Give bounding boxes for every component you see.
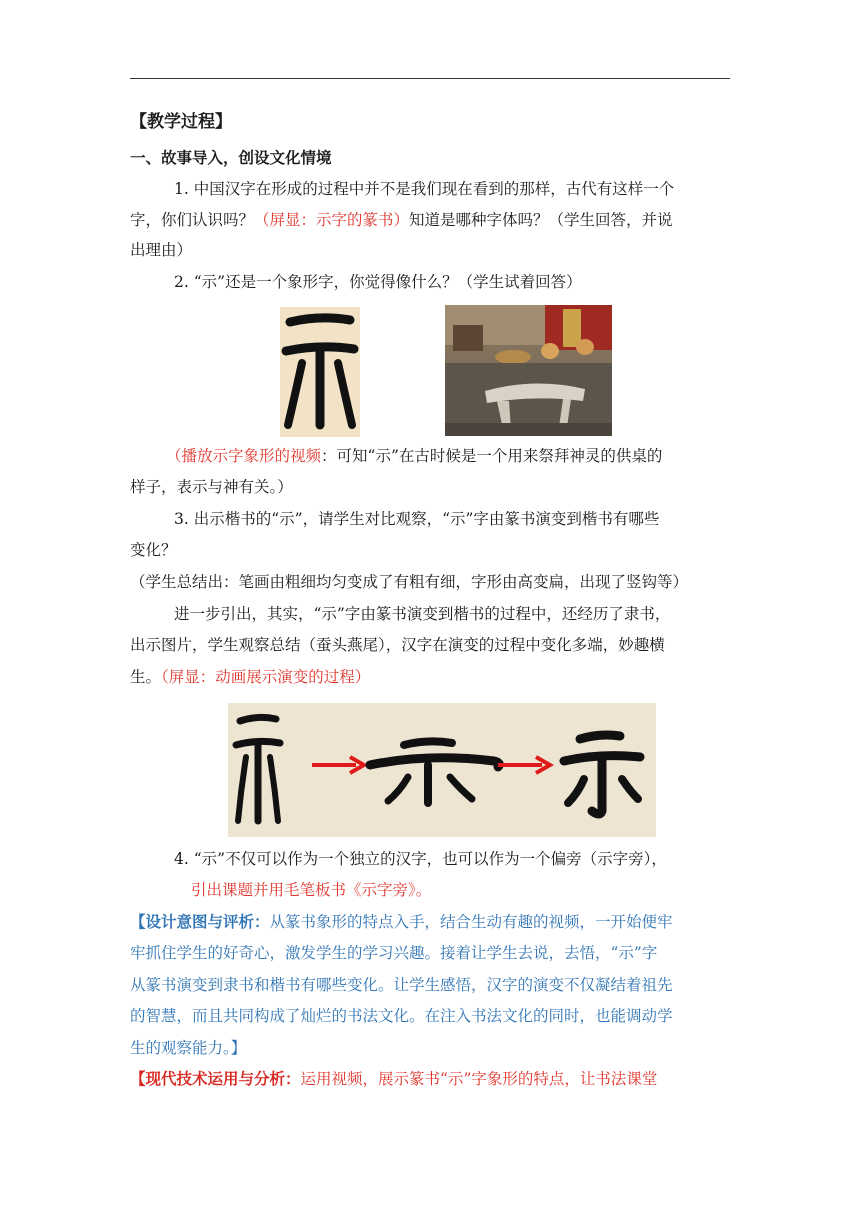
video-note: 播放示字象形的视频 bbox=[181, 447, 322, 465]
paragraph-further-line-3 bbox=[130, 667, 730, 687]
text: 从篆书象形的特点入手，结合生动有趣的视频，一开始便牢 bbox=[269, 913, 673, 931]
section-1-title: 一、故事导入，创设文化情境 bbox=[130, 149, 332, 167]
design-intent-line-5: 生的观察能力。】 bbox=[130, 1039, 247, 1057]
header-rule bbox=[130, 78, 730, 79]
paragraph-1-line-1: 1. 中国汉字在形成的过程中并不是我们现在看到的那样，古代有这样一个 bbox=[174, 180, 675, 198]
design-intent-line-2: 牢抓住学生的好奇心，激发学生的学习兴趣。接着让学生去说，去悟，“示”字 bbox=[130, 944, 658, 962]
text: 运用视频，展示篆书“示”字象形的特点，让书法课堂 bbox=[300, 1070, 658, 1088]
paragraph-further-line-2: 出示图片，学生观察总结（蚕头燕尾），汉字在演变的过程中变化多端，妙趣横 bbox=[130, 636, 665, 654]
student-summary: （学生总结出：笔画由粗细均匀变成了有粗有细，字形由高变扁，出现了竖钩等） bbox=[130, 573, 689, 591]
paragraph-2: 2. “示”还是一个象形字，你觉得像什么？（学生试着回答） bbox=[174, 273, 582, 291]
tech-analysis-line-1 bbox=[130, 1069, 730, 1089]
text: ：可知“示”在古时候是一个用来祭拜神灵的供桌的 bbox=[321, 447, 663, 465]
seal-script-image bbox=[280, 307, 360, 437]
paren: （ bbox=[166, 447, 182, 465]
tech-analysis-label: 【现代技术运用与分析： bbox=[130, 1070, 301, 1088]
paragraph-1-line-2 bbox=[130, 210, 730, 230]
paragraph-4-line-1: 4. “示”不仅可以作为一个独立的汉字，也可以作为一个偏旁（示字旁）， bbox=[174, 850, 667, 868]
paragraph-3-line-2: 变化？ bbox=[130, 541, 177, 559]
altar-table-photo bbox=[445, 305, 612, 436]
evolution-image bbox=[228, 703, 656, 837]
paragraph-video-line-2: 样子，表示与神有关。） bbox=[130, 478, 293, 496]
text: 知道是哪种字体吗？（学生回答，并说 bbox=[409, 211, 673, 229]
seal-glyph-icon bbox=[280, 307, 360, 437]
paragraph-3-line-1: 3. 出示楷书的“示”，请学生对比观察，“示”字由篆书演变到楷书有哪些 bbox=[174, 510, 660, 528]
screen-note: （屏显：示字的篆书） bbox=[254, 211, 410, 229]
paragraph-1-line-3: 出理由） bbox=[130, 241, 193, 259]
paragraph-video-line-1 bbox=[130, 446, 730, 466]
section-heading: 【教学过程】 bbox=[130, 112, 232, 132]
design-intent-line-4: 的智慧，而且共同构成了灿烂的书法文化。在注入书法文化的同时，也能调动学 bbox=[130, 1007, 673, 1025]
text: 字，你们认识吗？ bbox=[130, 211, 255, 229]
paragraph-4-line-2: 引出课题并用毛笔板书《示字旁》。 bbox=[191, 881, 432, 899]
design-intent-line-3: 从篆书演变到隶书和楷书有哪些变化。让学生感悟，汉字的演变不仅凝结着祖先 bbox=[130, 976, 673, 994]
paragraph-further-line-1: 进一步引出，其实，“示”字由篆书演变到楷书的过程中，还经历了隶书， bbox=[174, 605, 671, 623]
text: 生。 bbox=[130, 668, 162, 686]
design-intent-label: 【设计意图与评析： bbox=[130, 913, 270, 931]
design-intent-line-1 bbox=[130, 912, 730, 932]
screen-note: （屏显：动画展示演变的过程） bbox=[161, 668, 371, 686]
